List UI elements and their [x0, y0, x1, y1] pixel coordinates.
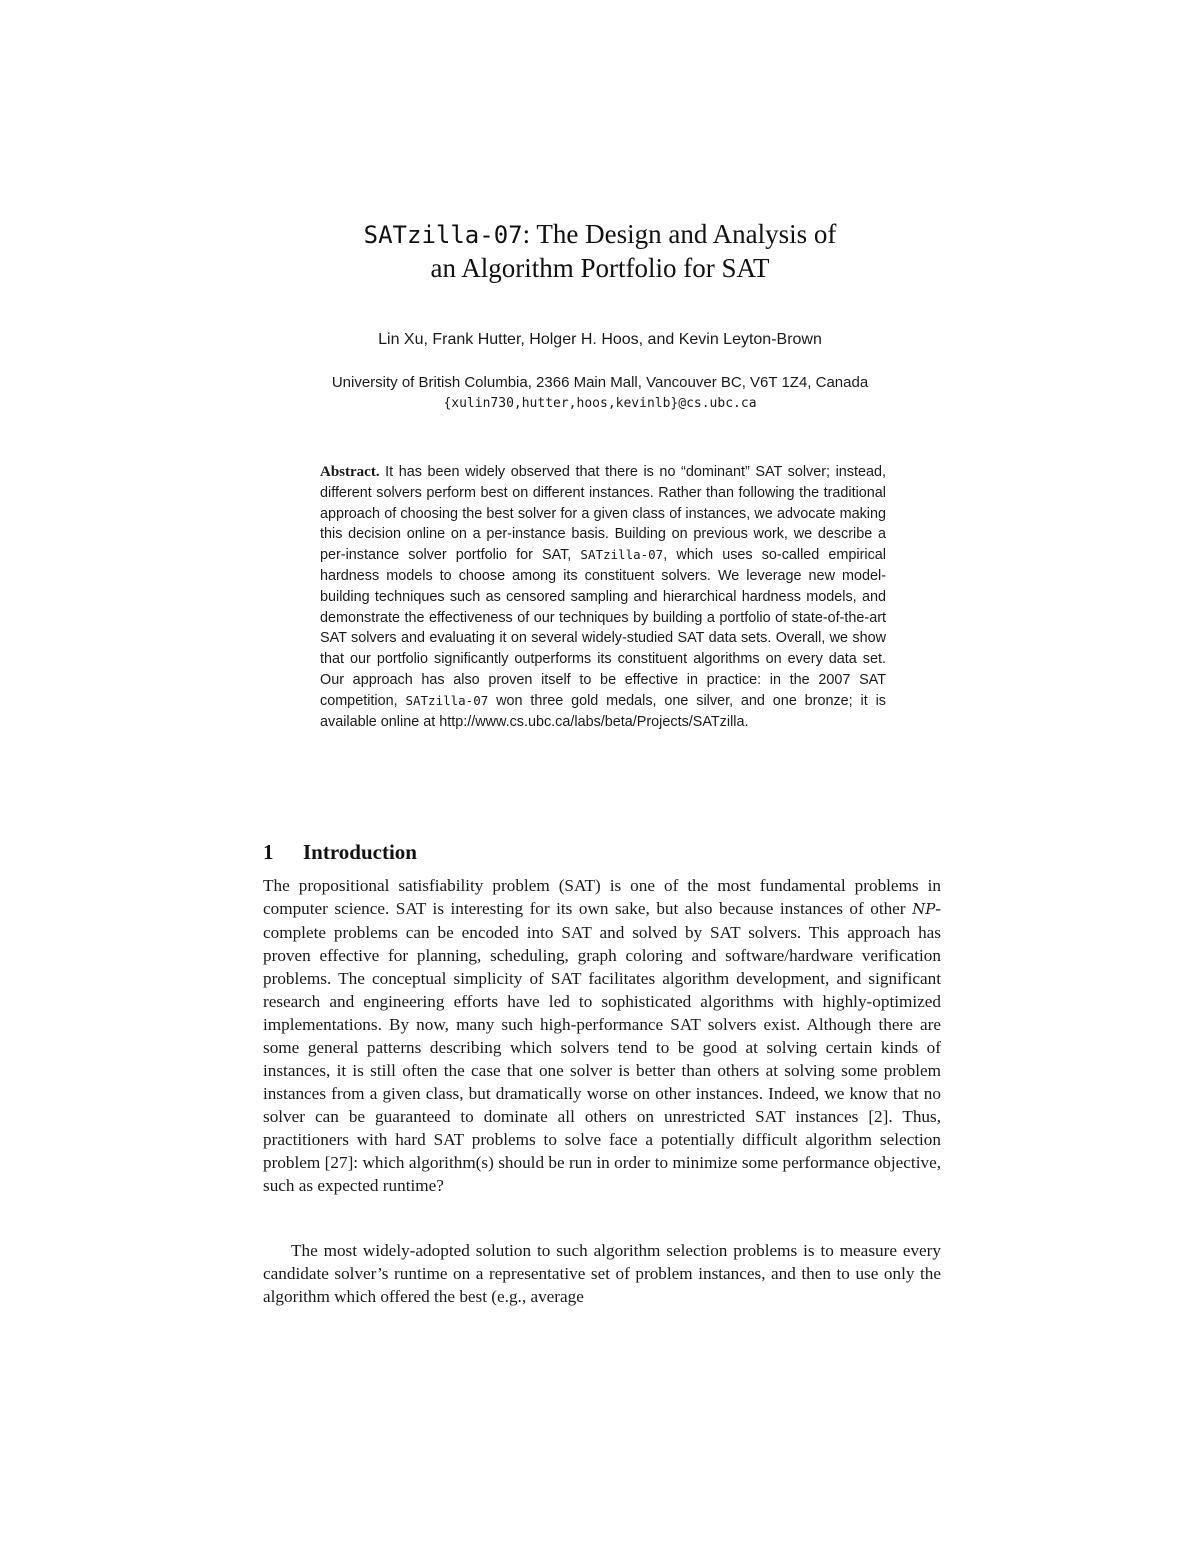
section-title: Introduction: [303, 840, 417, 864]
abstract-text-3: won three gold medals, one silver, and one bronze; it is available online at http://www.cs.ubc.ca/labs/beta/Projects/SATzilla.: [320, 692, 887, 730]
affiliation: University of British Columbia, 2366 Main Mall, Vancouver BC, V6T 1Z4, Canada: [331, 374, 869, 391]
abstract: [320, 462, 886, 732]
title-line-1: [250, 218, 950, 252]
paper-title: [250, 218, 950, 285]
abstract-system-name-1: SATzilla-07: [580, 547, 664, 563]
author-emails: {xulin730,hutter,hoos,kevinlb}@cs.ubc.ca: [443, 396, 757, 411]
intro-paragraph-1: [263, 874, 941, 1197]
section-heading: [263, 838, 417, 866]
title-line-2: an Algorithm Portfolio for SAT: [430, 253, 770, 283]
abstract-system-name-2: SATzilla-07: [405, 692, 489, 708]
abstract-text-1: It has been widely observed that there is no “dominant” SAT solver; instead, different solvers perform best on different instances. Rather than following the traditional approach of choosing the best solver for a given class of instances, we advocate making this decision online on a per-instance basis. Building on previous work, we describe a per-instance solver portfolio for SAT,: [320, 464, 887, 564]
intro-paragraph-1-part-1: The propositional satisfiability problem (SAT) is one of the most fundamental problems in computer science. SAT is interesting for its own sake, but also because instances of other: [263, 876, 941, 918]
intro-paragraph-1-part-2: -complete problems can be encoded into SAT and solved by SAT solvers. This approach has proven effective for planning, scheduling, graph coloring and software/hardware verification problems. The conceptual simplicity of SAT facilitates algorithm development, and significant research and engineering efforts have led to sophisticated algorithms with highly-optimized implementations. By now, many such high-performance SAT solvers exist. Although there are some general patterns describing which solvers tend to be good at solving certain kinds of instances, it is still often the case that one solver is better than others at solving some problem instances from a given class, but dramatically worse on other instances. Indeed, we know that no solver can be guaranteed to dominate all others on unrestricted SAT instances [2]. Thus, practitioners with hard SAT problems to solve face a potentially difficult algorithm selection problem [27]: which algorithm(s) should be run in order to minimize some performance objective, such as expected runtime?: [263, 899, 942, 1195]
abstract-text-2: , which uses so-called empirical hardness models to choose among its constituent solvers. We leverage new model-building techniques such as censored sampling and hierarchical hardness models, and demonstrate the effectiveness of our techniques by building a portfolio of state-of-the-art SAT solvers and evaluating it on several widely-studied SAT data sets. Overall, we show that our portfolio significantly outperforms its constituent algorithms on every data set. Our approach has also proven itself to be effective in practice: in the 2007 SAT competition,: [320, 547, 886, 709]
author-list: Lin Xu, Frank Hutter, Holger H. Hoos, and Kevin Leyton-Brown: [378, 331, 822, 348]
title-system-name: SATzilla-07: [363, 221, 523, 249]
intro-paragraph-2: The most widely-adopted solution to such algorithm selection problems is to measure every candidate solver’s runtime on a representative set of problem instances, and then to use only the algorithm which offered the best (e.g., average: [263, 1241, 941, 1306]
section-number: 1: [263, 840, 274, 864]
np-symbol: NP: [912, 900, 936, 918]
abstract-label: Abstract.: [320, 464, 380, 480]
title-line-1-rest: : The Design and Analysis of: [522, 219, 837, 249]
